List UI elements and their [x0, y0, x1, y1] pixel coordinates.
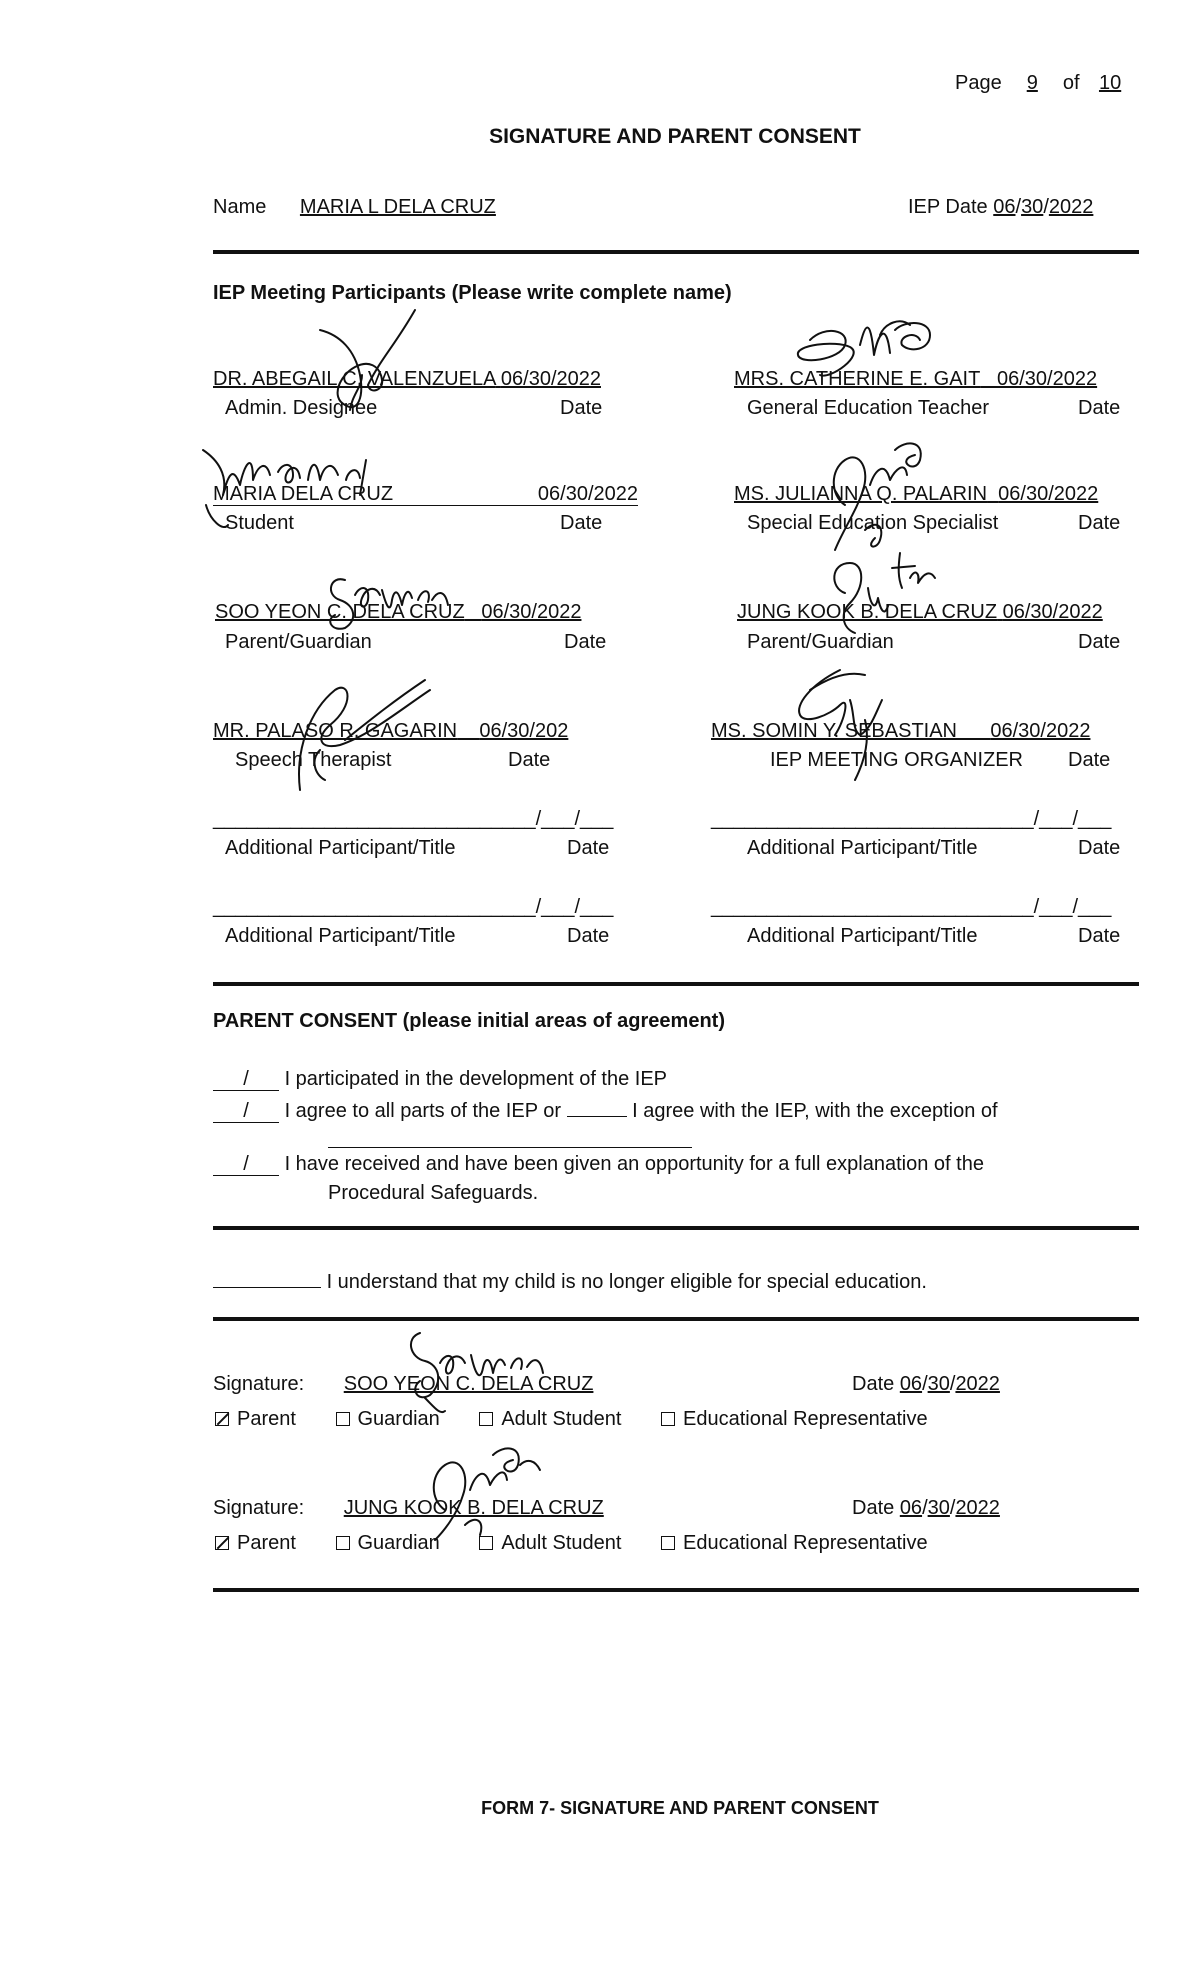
date-label: Date — [560, 512, 603, 534]
participant-line: DR. ABEGAIL C. VALENZUELA 06/30/2022 — [213, 368, 601, 390]
role-options — [215, 1532, 962, 1555]
participant-role: Special Education Specialist — [747, 512, 999, 534]
signature-scribble-icon — [320, 560, 460, 635]
participant-role: Parent/Guardian — [747, 631, 894, 653]
consent-item-safeguards-cont: Procedural Safeguards. — [328, 1182, 539, 1204]
option-guardian[interactable]: Guardian — [336, 1532, 440, 1554]
signature-scribble-icon — [198, 440, 418, 535]
signature-date: Date 06/30/2022 — [852, 1497, 1000, 1519]
signature-scribble-icon — [770, 660, 920, 800]
participant-role: Speech Therapist — [235, 749, 392, 771]
date-label: Date — [560, 397, 603, 419]
date-label: Date — [508, 749, 551, 771]
checkbox-icon — [336, 1536, 350, 1550]
signature-name: SOO YEON C. DELA CRUZ — [343, 1373, 594, 1395]
checkbox-checked-icon — [215, 1412, 229, 1426]
page-title: SIGNATURE AND PARENT CONSENT — [489, 125, 861, 148]
exception-line[interactable] — [328, 1147, 692, 1148]
participant-role: Student — [225, 512, 294, 534]
divider — [213, 1317, 1139, 1321]
participant-line: MS. JULIANNA Q. PALARIN 06/30/2022 — [734, 483, 1099, 505]
additional-participant-line[interactable]: _____________________________/___/___ — [213, 896, 614, 918]
participant-role: IEP MEETING ORGANIZER — [770, 749, 1023, 771]
initial-field[interactable]: / — [213, 1100, 279, 1123]
participant-line: SOO YEON C. DELA CRUZ 06/30/2022 — [215, 601, 582, 623]
additional-participant-line[interactable]: _____________________________/___/___ — [711, 808, 1112, 830]
date-label: Date — [1068, 749, 1111, 771]
signature-scribble-icon — [415, 1440, 565, 1545]
signature-row: Signature: JUNG KOOK B. DELA CRUZ — [213, 1497, 634, 1520]
participant-role: Admin. Designee — [225, 397, 378, 419]
participant-line: MS. SOMIN Y. SEBASTIAN 06/30/2022 — [711, 720, 1091, 742]
exception-initial-field[interactable] — [567, 1096, 627, 1117]
student-name-row: Name MARIA L DELA CRUZ — [213, 196, 534, 219]
checkbox-icon — [336, 1412, 350, 1426]
option-educational-representative[interactable]: Educational Representative — [661, 1532, 928, 1554]
date-label: Date — [1078, 512, 1121, 534]
signature-scribble-icon — [790, 305, 950, 420]
date-label: Date — [564, 631, 607, 653]
option-adult-student[interactable]: Adult Student — [479, 1408, 621, 1430]
consent-item-participated: / I participated in the development of the IEP — [213, 1068, 667, 1091]
consent-item-safeguards: / I have received and have been given an opportunity for a full explanation of the — [213, 1153, 984, 1176]
additional-participant-label: Additional Participant/Title — [747, 925, 978, 947]
option-parent[interactable]: Parent — [215, 1408, 296, 1430]
checkbox-icon — [661, 1536, 675, 1550]
participant-role: General Education Teacher — [747, 397, 990, 419]
additional-participant-line[interactable]: _____________________________/___/___ — [213, 808, 614, 830]
participants-heading: IEP Meeting Participants (Please write complete name) — [213, 282, 732, 304]
signature-date: Date 06/30/2022 — [852, 1373, 1000, 1395]
date-label: Date — [567, 837, 610, 859]
signature-name: JUNG KOOK B. DELA CRUZ — [343, 1497, 604, 1519]
initial-field[interactable] — [213, 1265, 321, 1288]
date-label: Date — [1078, 837, 1121, 859]
participant-line: JUNG KOOK B. DELA CRUZ 06/30/2022 — [737, 601, 1103, 623]
page-number: Page 9 of 10 — [955, 72, 1122, 94]
iep-date: IEP Date 06/30/2022 — [908, 196, 1094, 218]
date-label: Date — [1078, 397, 1121, 419]
additional-participant-label: Additional Participant/Title — [225, 925, 456, 947]
consent-heading: PARENT CONSENT (please initial areas of agreement) — [213, 1010, 725, 1032]
signature-scribble-icon — [820, 548, 950, 643]
divider — [213, 1226, 1139, 1230]
additional-participant-label: Additional Participant/Title — [225, 837, 456, 859]
form-footer: FORM 7- SIGNATURE AND PARENT CONSENT — [481, 1798, 879, 1818]
option-educational-representative[interactable]: Educational Representative — [661, 1408, 928, 1430]
participant-line: MRS. CATHERINE E. GAIT 06/30/2022 — [734, 368, 1098, 390]
signature-scribble-icon — [300, 305, 440, 420]
additional-participant-line[interactable]: _____________________________/___/___ — [711, 896, 1112, 918]
checkbox-icon — [661, 1412, 675, 1426]
signature-scribble-icon — [405, 1323, 575, 1418]
participant-line: MARIA DELA CRUZ 06/30/2022 — [213, 483, 638, 505]
participant-line: MR. PALASO R. GAGARIN 06/30/202 — [213, 720, 569, 742]
option-parent[interactable]: Parent — [215, 1532, 296, 1554]
additional-participant-label: Additional Participant/Title — [747, 837, 978, 859]
date-label: Date — [1078, 631, 1121, 653]
checkbox-checked-icon — [215, 1536, 229, 1550]
consent-item-agree: / I agree to all parts of the IEP or I agree with the IEP, with the exception of — [213, 1096, 998, 1123]
signature-scribble-icon — [290, 650, 440, 800]
initial-field[interactable]: / — [213, 1068, 279, 1091]
eligibility-item: I understand that my child is no longer eligible for special education. — [213, 1265, 927, 1294]
role-options — [215, 1408, 962, 1431]
signature-row: Signature: SOO YEON C. DELA CRUZ — [213, 1373, 613, 1396]
divider — [213, 982, 1139, 986]
option-adult-student[interactable]: Adult Student — [479, 1532, 621, 1554]
divider — [213, 250, 1139, 254]
option-guardian[interactable]: Guardian — [336, 1408, 440, 1430]
date-label: Date — [567, 925, 610, 947]
initial-field[interactable]: / — [213, 1153, 279, 1176]
participant-role: Parent/Guardian — [225, 631, 372, 653]
student-name: MARIA L DELA CRUZ — [299, 196, 496, 218]
divider — [213, 1588, 1139, 1592]
date-label: Date — [1078, 925, 1121, 947]
